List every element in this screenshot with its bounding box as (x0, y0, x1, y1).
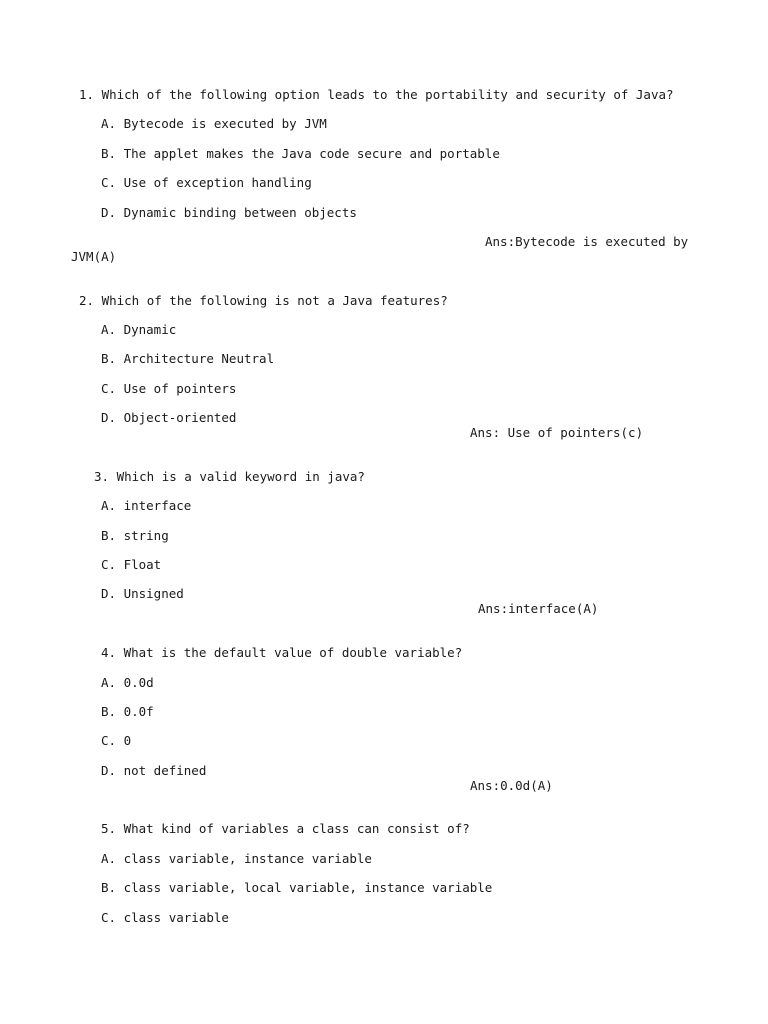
question-4-option-c: C. 0 (101, 733, 132, 748)
question-1-option-b: B. The applet makes the Java code secure and portable (101, 146, 500, 161)
question-4-option-d: D. not defined (101, 763, 207, 778)
question-4-text: 4. What is the default value of double variable? (101, 645, 463, 660)
question-4-option-b: B. 0.0f (101, 704, 154, 719)
question-1-option-d: D. Dynamic binding between objects (101, 205, 357, 220)
question-4-answer: Ans:0.0d(A) (470, 778, 553, 793)
question-4-option-a: A. 0.0d (101, 675, 154, 690)
question-2-option-c: C. Use of pointers (101, 381, 237, 396)
question-1-answer-line-2: JVM(A) (71, 249, 117, 264)
question-1-option-c: C. Use of exception handling (101, 175, 312, 190)
question-5-text: 5. What kind of variables a class can consist of? (101, 821, 470, 836)
question-5-option-b: B. class variable, local variable, instance variable (101, 880, 493, 895)
question-5-option-a: A. class variable, instance variable (101, 851, 372, 866)
question-3-option-a: A. interface (101, 498, 192, 513)
question-3-text: 3. Which is a valid keyword in java? (94, 469, 365, 484)
question-2-option-d: D. Object-oriented (101, 410, 237, 425)
question-3-option-b: B. string (101, 528, 169, 543)
question-2-option-a: A. Dynamic (101, 322, 177, 337)
question-5-option-c: C. class variable (101, 910, 229, 925)
question-2-answer: Ans: Use of pointers(c) (470, 425, 644, 440)
question-2-option-b: B. Architecture Neutral (101, 351, 275, 366)
question-3-option-c: C. Float (101, 557, 162, 572)
question-1-option-a: A. Bytecode is executed by JVM (101, 116, 327, 131)
question-2-text: 2. Which of the following is not a Java features? (79, 293, 448, 308)
question-1-text: 1. Which of the following option leads to the portability and security of Java? (79, 87, 674, 102)
question-1-answer-line-1: Ans:Bytecode is executed by (485, 234, 689, 249)
question-3-option-d: D. Unsigned (101, 586, 184, 601)
question-3-answer: Ans:interface(A) (478, 601, 599, 616)
